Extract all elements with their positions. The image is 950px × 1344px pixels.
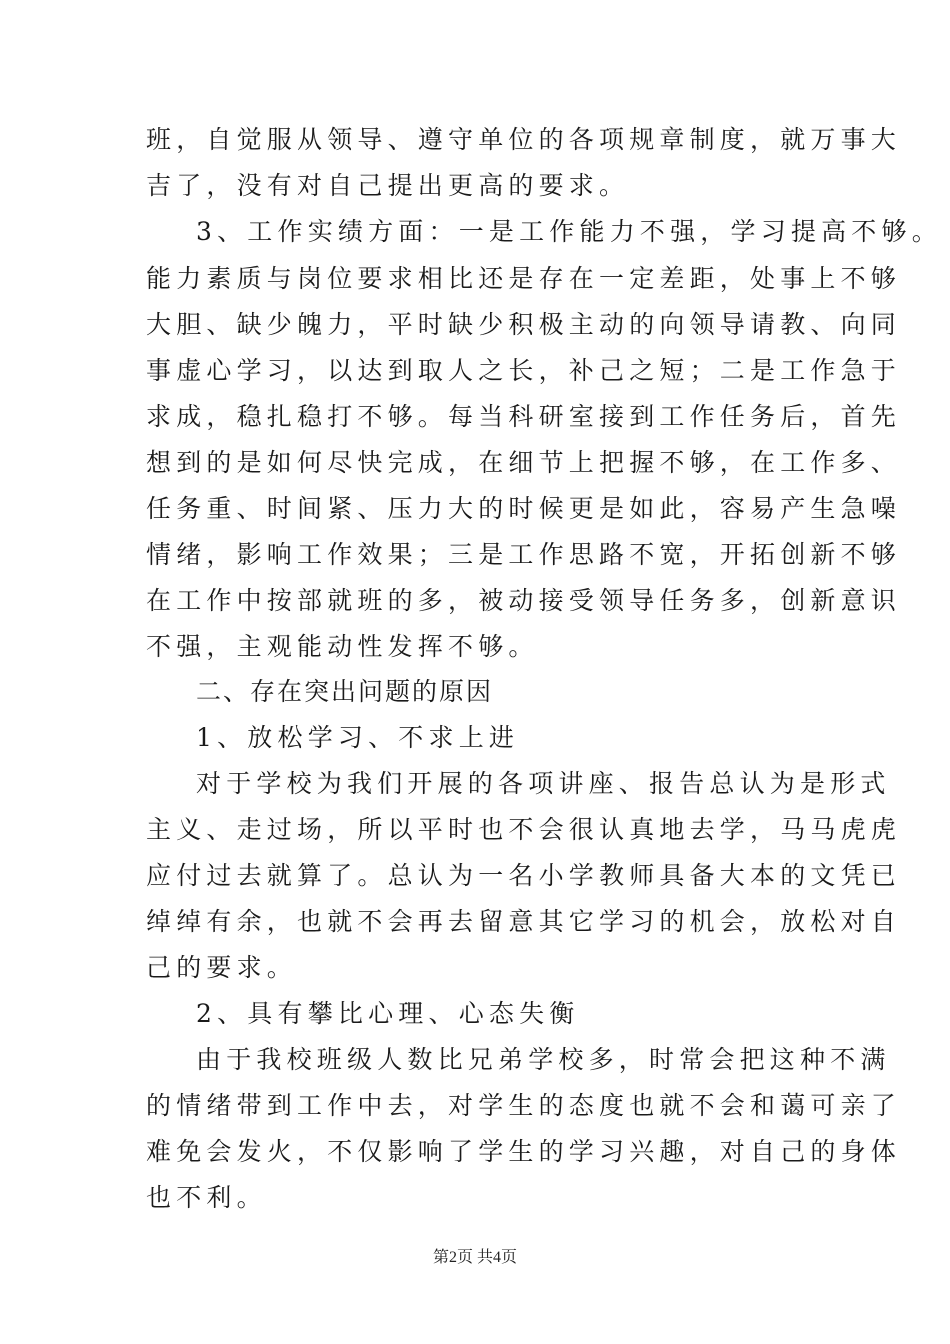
text-line: 己的要求。 <box>146 953 298 982</box>
text-line: 也不利。 <box>146 1183 267 1212</box>
text-line: 情绪，影响工作效果；三是工作思路不宽，开拓创新不够 <box>146 540 902 569</box>
text-line: 在工作中按部就班的多，被动接受领导任务多，创新意识 <box>146 586 902 615</box>
text-line: 想到的是如何尽快完成，在细节上把握不够，在工作多、 <box>146 448 902 477</box>
text-line: 应付过去就算了。总认为一名小学教师具备大本的文凭已 <box>146 861 902 890</box>
text-line: 3、工作实绩方面：一是工作能力不强，学习提高不够。 <box>196 217 942 246</box>
text-line: 主义、走过场，所以平时也不会很认真地去学，马马虎虎 <box>146 815 902 844</box>
text-line: 班，自觉服从领导、遵守单位的各项规章制度，就万事大 <box>146 125 902 154</box>
text-line: 不强，主观能动性发挥不够。 <box>146 632 539 661</box>
text-line: 能力素质与岗位要求相比还是存在一定差距，处事上不够 <box>146 264 902 293</box>
section-heading: 二、存在突出问题的原因 <box>196 677 494 706</box>
text-line: 绰绰有余，也就不会再去留意其它学习的机会，放松对自 <box>146 907 902 936</box>
text-line: 由于我校班级人数比兄弟学校多，时常会把这种不满 <box>196 1045 891 1074</box>
page-footer: 第2页 共4页 <box>432 1249 517 1266</box>
subheading: 2、具有攀比心理、心态失衡 <box>196 999 580 1028</box>
text-line: 大胆、缺少魄力，平时缺少积极主动的向领导请教、向同 <box>146 310 902 339</box>
text-line: 难免会发火，不仅影响了学生的学习兴趣，对自己的身体 <box>146 1137 902 1166</box>
text-line: 对于学校为我们开展的各项讲座、报告总认为是形式 <box>196 769 891 798</box>
text-line: 任务重、时间紧、压力大的时候更是如此，容易产生急噪 <box>146 494 902 523</box>
text-line: 吉了，没有对自己提出更高的要求。 <box>146 171 630 200</box>
text-line: 的情绪带到工作中去，对学生的态度也就不会和蔼可亲了 <box>146 1091 902 1120</box>
subheading: 1、放松学习、不求上进 <box>196 723 520 752</box>
text-line: 事虚心学习，以达到取人之长，补己之短；二是工作急于 <box>146 356 902 385</box>
text-line: 求成，稳扎稳打不够。每当科研室接到工作任务后，首先 <box>146 402 902 431</box>
